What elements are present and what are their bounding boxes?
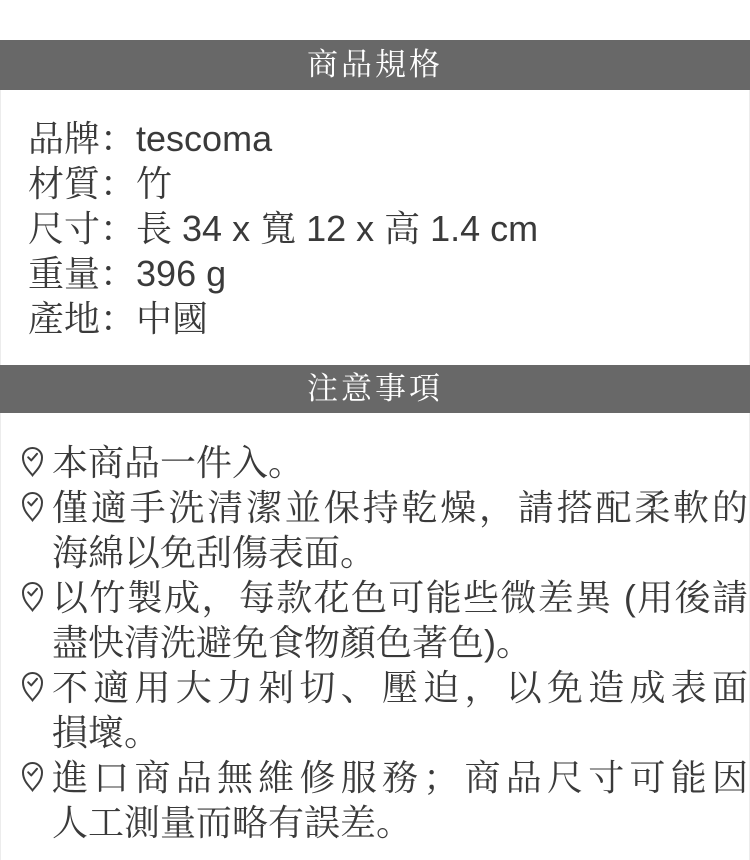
spec-label: 品牌 bbox=[28, 118, 101, 159]
spec-label: 尺寸 bbox=[28, 208, 101, 249]
spec-list bbox=[28, 116, 740, 341]
spec-value: 396 g bbox=[136, 253, 227, 294]
spec-colon: ： bbox=[100, 298, 137, 339]
notice-line: 海綿以免刮傷表面。 bbox=[52, 532, 377, 573]
spec-colon: ： bbox=[100, 118, 137, 159]
spec-value: 長 34 x 寬 12 x 高 1.4 cm bbox=[136, 208, 539, 249]
notice-text bbox=[52, 665, 748, 755]
notice-line: 以竹製成，每款花色可能些微差異 (用後請 bbox=[52, 577, 748, 618]
notice-line: 進口商品無維修服務；商品尺寸可能因 bbox=[52, 757, 748, 798]
check-pin-icon bbox=[20, 581, 45, 612]
notice-text bbox=[52, 755, 748, 845]
notice-line: 人工測量而略有誤差。 bbox=[52, 802, 413, 843]
notice-list bbox=[20, 440, 748, 845]
notice-line: 本商品一件入。 bbox=[52, 442, 305, 483]
section-header-notices bbox=[0, 365, 750, 413]
spec-row-weight bbox=[28, 251, 740, 296]
check-pin-icon bbox=[20, 761, 45, 792]
notice-item bbox=[20, 485, 748, 575]
notice-item bbox=[20, 755, 748, 845]
spec-colon: ： bbox=[100, 208, 137, 249]
notice-text bbox=[52, 575, 748, 665]
spec-colon: ： bbox=[100, 253, 137, 294]
check-pin-icon bbox=[20, 671, 45, 702]
spec-row-origin bbox=[28, 296, 740, 341]
spec-label: 產地 bbox=[28, 298, 101, 339]
notice-line: 盡快清洗避免食物顏色著色)。 bbox=[52, 622, 532, 663]
check-pin-icon bbox=[20, 446, 45, 477]
spec-row-brand bbox=[28, 116, 740, 161]
notice-line: 損壞。 bbox=[52, 712, 161, 753]
notice-line: 不適用大力剁切、壓迫，以免造成表面 bbox=[52, 667, 748, 708]
spec-row-material bbox=[28, 161, 740, 206]
spec-label: 重量 bbox=[28, 253, 101, 294]
spec-colon: ： bbox=[100, 163, 137, 204]
spec-row-dimensions bbox=[28, 206, 740, 251]
check-pin-icon bbox=[20, 491, 45, 522]
section-header-specs bbox=[0, 40, 750, 90]
notice-item bbox=[20, 665, 748, 755]
notice-line: 僅適手洗清潔並保持乾燥，請搭配柔軟的 bbox=[52, 487, 748, 528]
notices-section-title: 注意事項 bbox=[307, 371, 443, 406]
spec-value: 竹 bbox=[136, 163, 173, 204]
specs-section-title: 商品規格 bbox=[307, 47, 443, 82]
notice-item bbox=[20, 440, 748, 485]
notice-text bbox=[52, 485, 748, 575]
notice-item bbox=[20, 575, 748, 665]
spec-label: 材質 bbox=[28, 163, 101, 204]
spec-value: 中國 bbox=[136, 298, 209, 339]
notice-text bbox=[52, 440, 748, 485]
spec-value: tescoma bbox=[136, 118, 273, 159]
